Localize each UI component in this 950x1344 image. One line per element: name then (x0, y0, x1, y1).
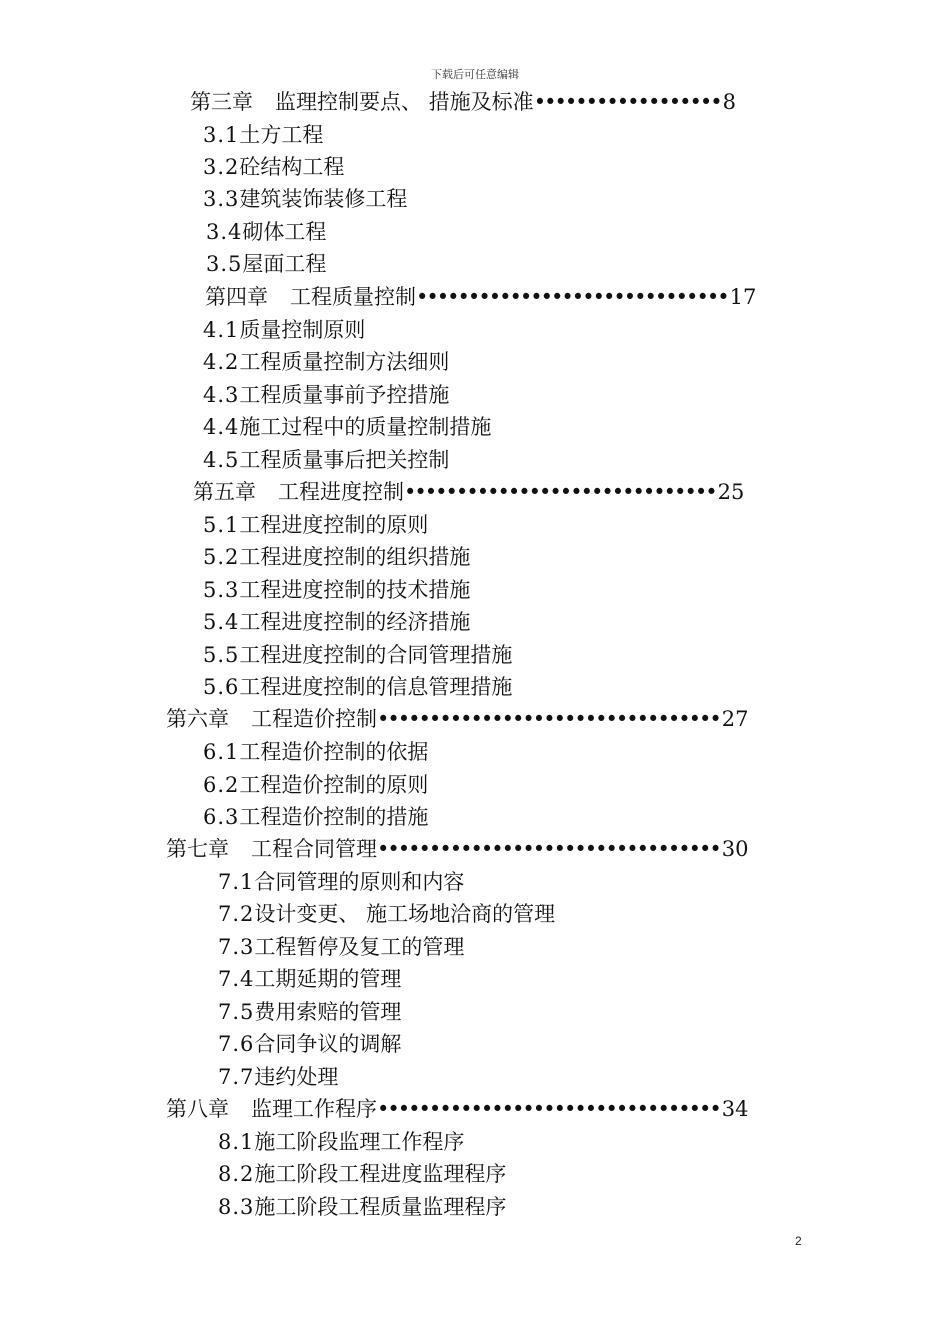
item-text: 施工阶段工程进度监理程序 (254, 1162, 507, 1186)
chapter-label: 第四章 (205, 285, 268, 309)
item-text: 违约处理 (254, 1065, 339, 1089)
item-text: 工程质量事前予控措施 (239, 383, 450, 407)
item-number: 8.2 (218, 1162, 255, 1186)
toc-item-4-5[interactable] (203, 446, 449, 474)
item-number: 3.2 (203, 155, 240, 179)
chapter-page: 25 (717, 480, 745, 504)
toc-item-7-2[interactable] (218, 900, 555, 928)
item-number: 7.7 (218, 1065, 255, 1089)
toc-item-4-4[interactable] (203, 413, 491, 441)
item-number: 7.3 (218, 935, 255, 959)
item-number: 6.3 (203, 805, 240, 829)
leader-dots: ••••••••••••••••••••••••••••••••• (377, 1097, 720, 1121)
toc-chapter-6[interactable] (166, 705, 749, 733)
toc-chapter-5[interactable] (193, 478, 744, 506)
toc-item-7-3[interactable] (218, 933, 464, 961)
item-number: 6.2 (203, 773, 240, 797)
item-text: 工程进度控制的技术措施 (239, 578, 471, 602)
item-number: 7.2 (218, 902, 255, 926)
toc-chapter-8[interactable] (166, 1095, 749, 1123)
header-note: 下载后可任意编辑 (431, 68, 519, 81)
item-text: 施工过程中的质量控制措施 (239, 415, 492, 439)
item-text: 工程进度控制的合同管理措施 (239, 643, 513, 667)
item-text: 工程暂停及复工的管理 (254, 935, 465, 959)
item-number: 7.4 (218, 967, 255, 991)
item-number: 5.6 (203, 675, 240, 699)
leader-dots: ••••••••••••••••••••••••••••••••• (377, 837, 720, 861)
item-number: 4.2 (203, 350, 240, 374)
toc-item-5-5[interactable] (203, 641, 512, 669)
chapter-title: 工程质量控制 (290, 285, 416, 309)
item-number: 3.3 (203, 187, 240, 211)
toc-item-4-1[interactable] (203, 316, 365, 344)
item-number: 5.5 (203, 643, 240, 667)
item-text: 工程造价控制的措施 (239, 805, 429, 829)
toc-item-5-6[interactable] (203, 673, 512, 701)
leader-dots: •••••••••••••••••••••••••••••• (416, 285, 728, 309)
item-text: 施工阶段工程质量监理程序 (254, 1195, 507, 1219)
chapter-title: 工程造价控制 (251, 707, 377, 731)
toc-item-6-1[interactable] (203, 738, 428, 766)
toc-item-5-2[interactable] (203, 543, 470, 571)
toc-item-7-4[interactable] (218, 965, 401, 993)
item-text: 设计变更、 施工场地洽商的管理 (254, 902, 556, 926)
toc-item-3-2[interactable] (203, 153, 344, 181)
toc-item-4-2[interactable] (203, 348, 449, 376)
item-text: 砌体工程 (242, 220, 327, 244)
item-number: 3.5 (206, 252, 243, 276)
leader-dots: ••••••••••••••••••••••••••••••••• (377, 707, 720, 731)
item-text: 工程造价控制的依据 (239, 740, 429, 764)
toc-chapter-4[interactable] (205, 283, 756, 311)
item-text: 工程进度控制的经济措施 (239, 610, 471, 634)
chapter-page: 27 (721, 707, 749, 731)
chapter-title: 监理控制要点、 措施及标准 (275, 90, 534, 114)
item-text: 合同管理的原则和内容 (254, 870, 465, 894)
toc-item-8-3[interactable] (218, 1193, 506, 1221)
chapter-label: 第六章 (166, 707, 229, 731)
item-number: 7.6 (218, 1032, 255, 1056)
chapter-page: 8 (722, 90, 737, 114)
toc-item-5-4[interactable] (203, 608, 470, 636)
chapter-page: 30 (721, 837, 749, 861)
chapter-title: 工程进度控制 (278, 480, 404, 504)
chapter-page: 17 (729, 285, 757, 309)
item-number: 5.4 (203, 610, 240, 634)
item-text: 建筑装饰装修工程 (239, 187, 408, 211)
toc-item-3-5[interactable] (206, 250, 326, 278)
toc-item-3-4[interactable] (206, 218, 326, 246)
item-number: 3.4 (206, 220, 243, 244)
item-text: 合同争议的调解 (254, 1032, 402, 1056)
item-number: 7.5 (218, 1000, 255, 1024)
toc-item-7-6[interactable] (218, 1030, 401, 1058)
chapter-title: 工程合同管理 (251, 837, 377, 861)
toc-item-8-1[interactable] (218, 1128, 464, 1156)
item-text: 施工阶段监理工作程序 (254, 1130, 465, 1154)
toc-item-6-3[interactable] (203, 803, 428, 831)
toc-item-7-5[interactable] (218, 998, 401, 1026)
toc-item-6-2[interactable] (203, 771, 428, 799)
item-number: 5.3 (203, 578, 240, 602)
page-number: 2 (795, 1234, 802, 1248)
item-text: 工程造价控制的原则 (239, 773, 429, 797)
item-number: 3.1 (203, 123, 240, 147)
leader-dots: •••••••••••••••••• (533, 90, 721, 114)
item-number: 8.3 (218, 1195, 255, 1219)
item-text: 砼结构工程 (239, 155, 345, 179)
item-text: 工程质量控制方法细则 (239, 350, 450, 374)
toc-item-5-1[interactable] (203, 511, 428, 539)
item-number: 5.2 (203, 545, 240, 569)
item-number: 7.1 (218, 870, 255, 894)
item-text: 费用索赔的管理 (254, 1000, 402, 1024)
item-text: 工程进度控制的信息管理措施 (239, 675, 513, 699)
chapter-page: 34 (721, 1097, 749, 1121)
toc-item-7-7[interactable] (218, 1063, 338, 1091)
item-text: 屋面工程 (242, 252, 327, 276)
leader-dots: •••••••••••••••••••••••••••••• (404, 480, 716, 504)
item-text: 质量控制原则 (239, 318, 366, 342)
chapter-label: 第三章 (190, 90, 253, 114)
toc-chapter-3[interactable] (190, 88, 736, 116)
item-text: 工程质量事后把关控制 (239, 448, 450, 472)
item-number: 4.5 (203, 448, 240, 472)
toc-item-5-3[interactable] (203, 576, 470, 604)
item-text: 工程进度控制的原则 (239, 513, 429, 537)
chapter-title: 监理工作程序 (251, 1097, 377, 1121)
toc-item-3-3[interactable] (203, 185, 407, 213)
item-text: 工期延期的管理 (254, 967, 402, 991)
item-text: 土方工程 (239, 123, 324, 147)
chapter-label: 第八章 (166, 1097, 229, 1121)
toc-item-8-2[interactable] (218, 1160, 506, 1188)
toc-item-7-1[interactable] (218, 868, 464, 896)
item-number: 8.1 (218, 1130, 255, 1154)
item-number: 6.1 (203, 740, 240, 764)
toc-item-3-1[interactable] (203, 121, 323, 149)
item-number: 4.4 (203, 415, 240, 439)
item-number: 4.3 (203, 383, 240, 407)
toc-chapter-7[interactable] (166, 835, 749, 863)
chapter-label: 第五章 (193, 480, 256, 504)
chapter-label: 第七章 (166, 837, 229, 861)
item-number: 5.1 (203, 513, 240, 537)
item-text: 工程进度控制的组织措施 (239, 545, 471, 569)
toc-item-4-3[interactable] (203, 381, 449, 409)
item-number: 4.1 (203, 318, 240, 342)
